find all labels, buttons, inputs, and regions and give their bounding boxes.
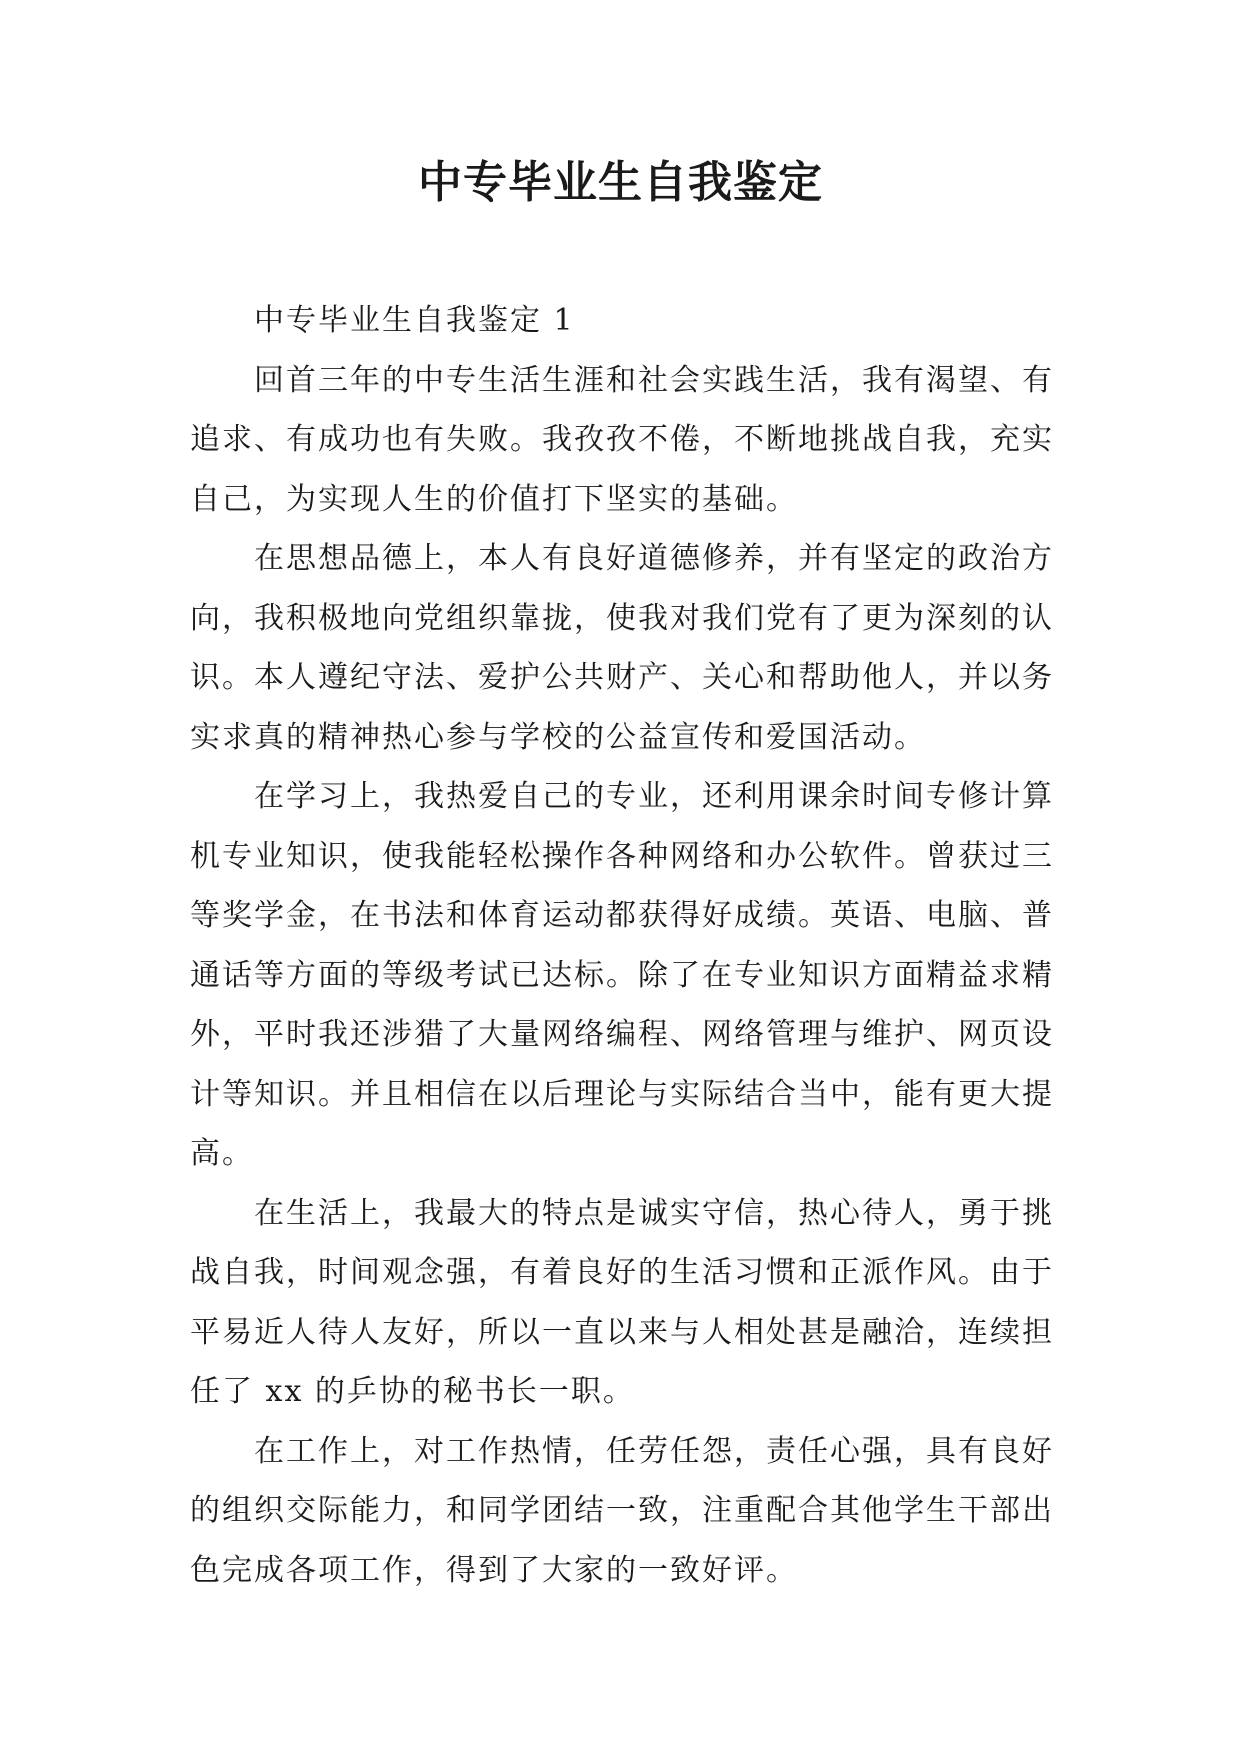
paragraph-morality: 在思想品德上，本人有良好道德修养，并有坚定的政治方向，我积极地向党组织靠拢，使我对我们党有了更为深刻的认识。本人遵纪守法、爱护公共财产、关心和帮助他人，并以务实求真的精神热心参与学校的公益宣传和爱国活动。 <box>190 541 1054 755</box>
paragraph-intro: 回首三年的中专生活生涯和社会实践生活，我有渴望、有追求、有成功也有失败。我孜孜不倦，不断地挑战自我，充实自己，为实现人生的价值打下坚实的基础。 <box>190 362 1054 517</box>
paragraph-life: 在生活上，我最大的特点是诚实守信，热心待人，勇于挑战自我，时间观念强，有着良好的生活习惯和正派作风。由于平易近人待人友好，所以一直以来与人相处甚是融洽，连续担任了 xx 的乒协的秘书长一职。 <box>190 1195 1054 1409</box>
paragraph-study: 在学习上，我热爱自己的专业，还利用课余时间专修计算机专业知识，使我能轻松操作各种网络和办公软件。曾获过三等奖学金，在书法和体育运动都获得好成绩。英语、电脑、普通话等方面的等级考试已达标。除了在专业知识方面精益求精外，平时我还涉猎了大量网络编程、网络管理与维护、网页设计等知识。并且相信在以后理论与实际结合当中，能有更大提高。 <box>190 779 1054 1171</box>
document-body <box>190 291 1054 1600</box>
section-heading: 中专毕业生自我鉴定 1 <box>254 303 575 338</box>
document-title: 中专毕业生自我鉴定 <box>418 157 823 208</box>
paragraph-work: 在工作上，对工作热情，任劳任怨，责任心强，具有良好的组织交际能力，和同学团结一致，注重配合其他学生干部出色完成各项工作，得到了大家的一致好评。 <box>190 1433 1054 1588</box>
